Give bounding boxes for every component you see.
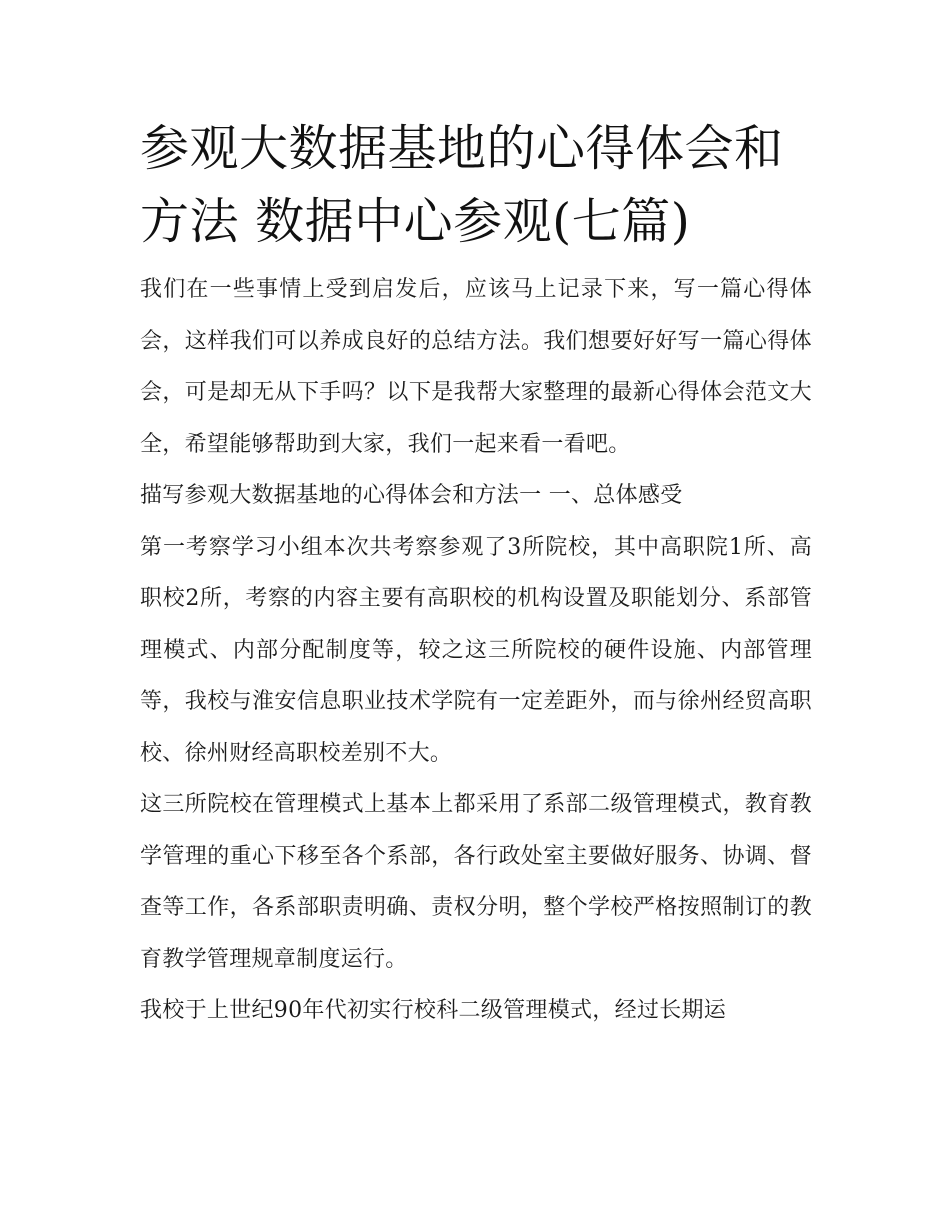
body-paragraph: 第一考察学习小组本次共考察参观了3所院校，其中高职院1所、高职校2所，考察的内容主要有高职校的机构设置及职能划分、系部管理模式、内部分配制度等，较之这三所院校的硬件设施、内部管理等，我校与淮安信息职业技术学院有一定差距外，而与徐州经贸高职校、徐州财经高职校差别不大。 (140, 534, 812, 766)
body-paragraph: 我校于上世纪90年代初实行校科二级管理模式，经过长期运 (140, 998, 727, 1023)
document-body (140, 112, 812, 1037)
body-paragraph: 这三所院校在管理模式上基本上都采用了系部二级管理模式，教育教学管理的重心下移至各个系部，各行政处室主要做好服务、协调、督查等工作，各系部职责明确、责权分明，整个学校严格按照制订的教育教学管理规章制度运行。 (140, 792, 812, 972)
document-title: 参观大数据基地的心得体会和方法 数据中心参观(七篇) (140, 120, 784, 250)
section-heading: 描写参观大数据基地的心得体会和方法一 一、总体感受 (140, 483, 683, 508)
intro-paragraph: 我们在一些事情上受到启发后，应该马上记录下来，写一篇心得体会，这样我们可以养成良好的总结方法。我们想要好好写一篇心得体会，可是却无从下手吗？以下是我帮大家整理的最新心得体会范文大全，希望能够帮助到大家，我们一起来看一看吧。 (140, 277, 812, 457)
